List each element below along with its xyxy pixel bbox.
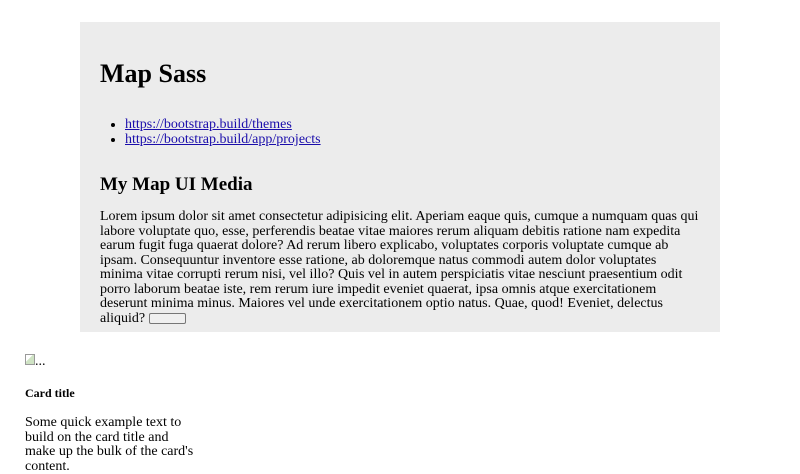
link-list — [100, 117, 321, 147]
card-image-alt: ... — [35, 354, 46, 369]
themes-link[interactable]: https://bootstrap.build/themes — [125, 117, 292, 132]
inline-button[interactable] — [149, 313, 186, 324]
page-title: Map Sass — [100, 59, 207, 88]
section-subtitle: My Map UI Media — [100, 174, 253, 195]
card — [25, 354, 205, 474]
projects-link[interactable]: https://bootstrap.build/app/projects — [125, 132, 321, 147]
card-text: Some quick example text to build on the card title and make up the bulk of the card's content. — [25, 415, 194, 474]
list-item — [125, 132, 321, 147]
body-text: Lorem ipsum dolor sit amet consectetur adipisicing elit. Aperiam eaque quis, cumque a numquam quas qui labore voluptate quo, esse, perferendis beatae vitae maiores rerum aliquam debitis ratione nam expedita earum fugit fuga quaerat dolore? Ad rerum libero explicabo, voluptates corporis voluptate cumque ab ipsam. Consequuntur inventore esse ratione, ab doloremque natus commodi autem dolor voluptates minima vitae corrupti rerum nisi, vel illo? Quis vel in autem perspiciatis vitae nesciunt praesentium odit porro laborum beatae iste, rem rerum iure impedit eveniet quaerat, ipsa omnis atque exercitationem deserunt minima minus. Maiores vel unde exercitationem optio natus. Quae, quod! Eveniet, delectus aliquid? — [100, 209, 699, 326]
card-image — [25, 354, 46, 370]
body-paragraph — [100, 210, 700, 326]
broken-image-icon — [25, 354, 35, 365]
list-item — [125, 117, 321, 132]
card-title: Card title — [25, 386, 75, 400]
jumbotron-panel — [80, 22, 720, 332]
